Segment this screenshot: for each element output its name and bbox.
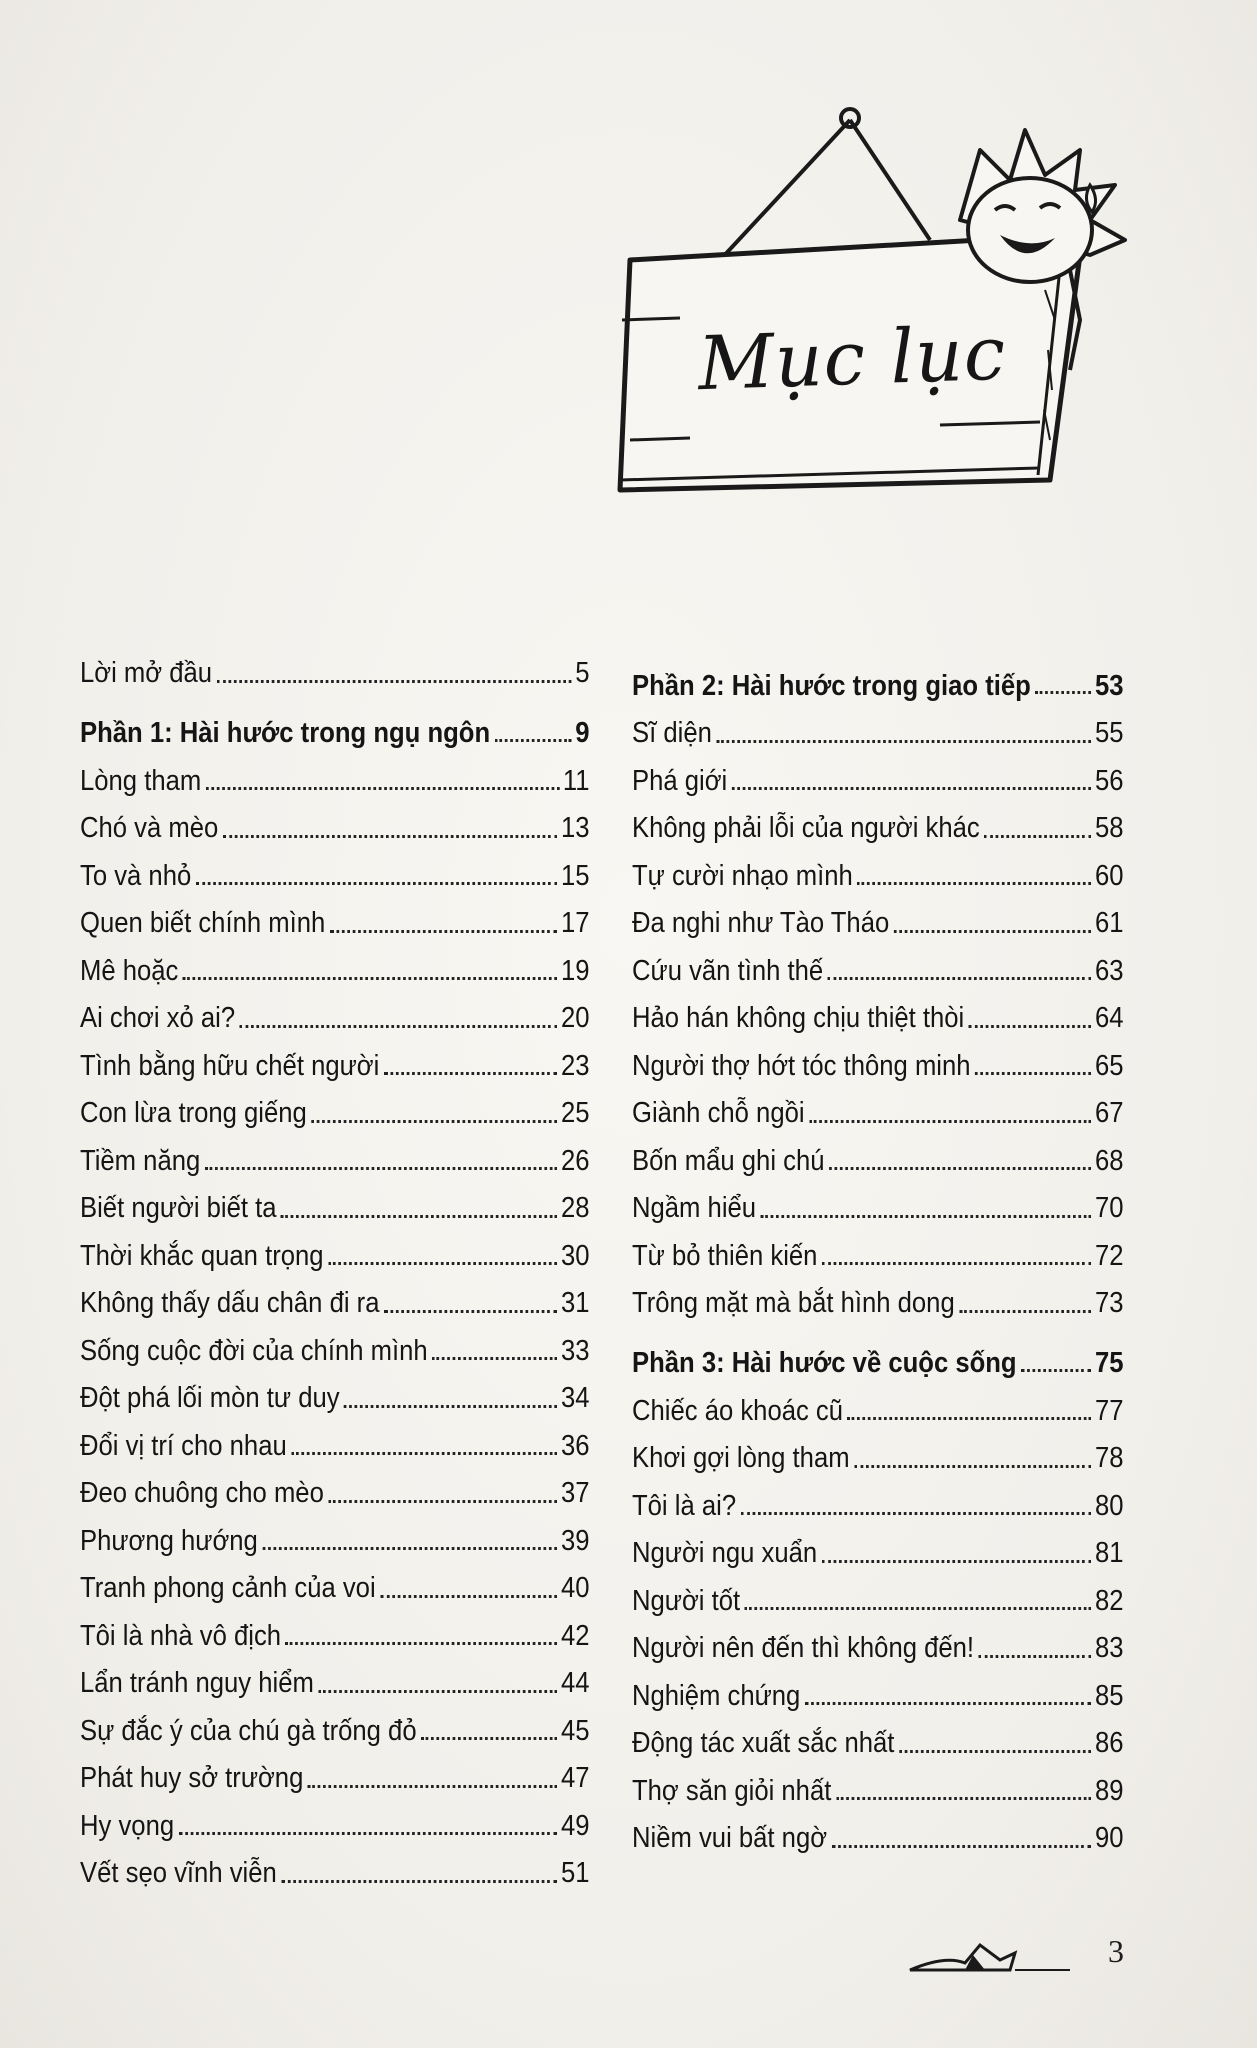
toc-left-column (80, 640, 590, 1888)
toc-entry (632, 890, 1123, 938)
toc-entry (80, 795, 589, 843)
toc-entry-page: 20 (560, 1002, 590, 1034)
toc-entry-page: 65 (1094, 1049, 1124, 1082)
dot-leader (384, 1310, 557, 1313)
toc-entry (632, 1223, 1123, 1271)
toc-entry-page: 40 (560, 1572, 590, 1604)
toc-entry-title: Đa nghi như Tào Tháo (632, 907, 890, 939)
toc-entry (80, 1745, 589, 1793)
toc-entry-page: 9 (575, 717, 590, 749)
dot-leader (223, 835, 558, 838)
dot-leader (1035, 691, 1091, 694)
toc-entry-page: 75 (1094, 1347, 1124, 1379)
toc-entry-page: 83 (1094, 1632, 1124, 1664)
dot-leader (1021, 1369, 1091, 1372)
dot-leader (848, 1417, 1092, 1420)
toc-entry-page: 73 (1094, 1287, 1124, 1319)
dot-leader (975, 1072, 1091, 1075)
toc-entry-title: To và nhỏ (80, 859, 192, 892)
toc-entry-title: Sĩ diện (632, 717, 712, 749)
toc-entry (80, 640, 589, 688)
page-title: Mục lục (696, 310, 1008, 408)
toc-entry-page: 15 (560, 859, 590, 892)
toc-entry (80, 1223, 589, 1271)
toc-entry (632, 1080, 1123, 1128)
toc-entry-title: Động tác xuất sắc nhất (632, 1727, 895, 1759)
dot-leader (183, 977, 557, 980)
dot-leader (822, 1560, 1092, 1563)
toc-entry (632, 1033, 1123, 1081)
toc-entry-title: Phát huy sở trường (80, 1762, 304, 1794)
dot-leader (308, 1785, 558, 1788)
toc-entry-page: 58 (1094, 812, 1124, 844)
dot-leader (894, 930, 1092, 933)
toc-entry-page: 67 (1094, 1097, 1124, 1129)
dot-leader (421, 1737, 557, 1740)
dot-leader (805, 1702, 1092, 1705)
toc-entry-page: 26 (560, 1144, 590, 1177)
toc-entry-title: Biết người biết ta (80, 1192, 277, 1224)
toc-entry (632, 1710, 1123, 1758)
toc-entry-title: Người tốt (632, 1584, 741, 1617)
toc-entry (632, 1425, 1123, 1473)
toc-entry (80, 1318, 589, 1366)
toc-entry-page: 90 (1094, 1822, 1124, 1854)
toc-entry-title: Chiếc áo khoác cũ (632, 1394, 844, 1427)
toc-entry-title: Niềm vui bất ngờ (632, 1822, 828, 1854)
toc-entry-page: 60 (1094, 859, 1124, 892)
toc-entry-page: 47 (560, 1762, 590, 1794)
toc-entry-page: 34 (560, 1382, 590, 1414)
toc-entry-title: Lẩn tránh nguy hiểm (80, 1667, 314, 1699)
toc-entry-page: 13 (560, 812, 590, 844)
toc-entry (80, 748, 589, 796)
toc-entry (632, 1520, 1123, 1568)
toc-entry-page: 63 (1094, 954, 1124, 987)
toc-entry-title: Tôi là ai? (632, 1489, 737, 1522)
toc-entry-title: Đeo chuông cho mèo (80, 1477, 324, 1509)
toc-entry-page: 70 (1094, 1192, 1124, 1224)
dot-leader (318, 1690, 557, 1693)
dot-leader (716, 740, 1091, 743)
dot-leader (832, 1845, 1092, 1848)
dot-leader (205, 1167, 558, 1170)
toc-entry-title: Phần 1: Hài hước trong ngụ ngôn (80, 717, 491, 749)
dot-leader (196, 882, 558, 885)
toc-entry-page: 64 (1094, 1002, 1124, 1034)
toc-entry-title: Thời khắc quan trọng (80, 1239, 324, 1272)
dot-leader (328, 1500, 557, 1503)
toc-entry-title: Phần 2: Hài hước trong giao tiếp (632, 669, 1031, 702)
toc-entry-page: 49 (560, 1809, 590, 1842)
dot-leader (384, 1072, 558, 1075)
toc-entry-page: 44 (560, 1667, 590, 1699)
toc-entry-title: Mê hoặc (80, 954, 179, 987)
toc-entry-title: Ai chơi xỏ ai? (80, 1002, 236, 1034)
dot-leader (761, 1215, 1092, 1218)
toc-entry-title: Bốn mẩu ghi chú (632, 1144, 825, 1177)
toc-right-column (632, 640, 1124, 1853)
toc-entry-page: 78 (1094, 1442, 1124, 1474)
toc-entry-title: Tranh phong cảnh của voi (80, 1572, 376, 1604)
toc-entry-page: 53 (1094, 669, 1124, 702)
toc-entry-title: Vết sẹo vĩnh viễn (80, 1857, 277, 1889)
toc-section-heading (632, 1318, 1123, 1378)
dot-leader (330, 930, 558, 933)
hanging-sign-illustration (600, 90, 1160, 530)
toc-entry-page: 23 (560, 1049, 590, 1082)
toc-entry-page: 30 (560, 1239, 590, 1272)
toc-entry (80, 1508, 589, 1556)
toc-entry (632, 795, 1123, 843)
toc-entry-title: Người thợ hớt tóc thông minh (632, 1049, 971, 1082)
toc-entry-page: 37 (560, 1477, 590, 1509)
toc-entry-page: 28 (560, 1192, 590, 1224)
dot-leader (281, 1215, 557, 1218)
toc-entry-title: Phần 3: Hài hước về cuộc sống (632, 1347, 1017, 1379)
toc-entry-title: Cứu vãn tình thế (632, 954, 824, 987)
dot-leader (969, 1025, 1092, 1028)
toc-entry-page: 45 (560, 1714, 590, 1747)
toc-section-heading (80, 688, 589, 748)
toc-entry (80, 1413, 589, 1461)
toc-entry (80, 843, 589, 891)
toc-entry-title: Sự đắc ý của chú gà trống đỏ (80, 1714, 417, 1747)
toc-entry (632, 1805, 1123, 1853)
toc-entry-title: Hy vọng (80, 1809, 175, 1842)
dot-leader (281, 1880, 557, 1883)
dot-leader (262, 1547, 557, 1550)
toc-entry-page: 19 (560, 954, 590, 987)
toc-entry-title: Tôi là nhà vô địch (80, 1619, 282, 1652)
toc-entry (632, 1473, 1123, 1521)
toc-entry-page: 11 (562, 764, 590, 797)
toc-entry (80, 938, 589, 986)
toc-entry-page: 68 (1094, 1144, 1124, 1177)
toc-entry-title: Giành chỗ ngồi (632, 1097, 805, 1129)
toc-entry-title: Khơi gợi lòng tham (632, 1442, 850, 1474)
toc-entry (632, 938, 1123, 986)
dot-leader (286, 1642, 558, 1645)
toc-entry-page: 86 (1094, 1727, 1124, 1759)
dot-leader (857, 882, 1091, 885)
toc-entry (80, 1080, 589, 1128)
toc-entry (80, 1793, 589, 1841)
toc-entry-title: Tình bằng hữu chết người (80, 1049, 380, 1082)
toc-entry (632, 1270, 1123, 1318)
dot-leader (432, 1357, 557, 1360)
toc-entry-title: Không phải lỗi của người khác (632, 812, 980, 844)
toc-entry-page: 31 (560, 1287, 590, 1319)
toc-entry (80, 1840, 589, 1888)
dot-leader (836, 1797, 1092, 1800)
dot-leader (745, 1607, 1092, 1610)
toc-entry-title: Thợ săn giỏi nhất (632, 1774, 832, 1807)
page-number: 3 (1108, 1933, 1124, 1969)
toc-entry-page: 81 (1094, 1537, 1124, 1569)
toc-entry-title: Lòng tham (80, 764, 202, 797)
toc-entry (80, 890, 589, 938)
toc-entry-page: 82 (1094, 1584, 1124, 1617)
dot-leader (732, 787, 1092, 790)
dot-leader (328, 1262, 557, 1265)
toc-entry (632, 1378, 1123, 1426)
toc-entry (632, 1128, 1123, 1176)
toc-entry-page: 36 (560, 1429, 590, 1462)
dot-leader (829, 1167, 1091, 1170)
toc-entry (632, 1663, 1123, 1711)
toc-entry-page: 5 (575, 657, 590, 689)
toc-entry-page: 72 (1094, 1239, 1124, 1272)
toc-entry (80, 1460, 589, 1508)
toc-entry-page: 85 (1094, 1679, 1124, 1712)
dot-leader (979, 1655, 1092, 1658)
toc-entry-page: 51 (560, 1857, 590, 1889)
toc-entry (632, 1758, 1123, 1806)
toc-entry (632, 1615, 1123, 1663)
toc-entry-page: 61 (1094, 907, 1124, 939)
toc-entry (80, 1128, 589, 1176)
toc-entry (80, 1603, 589, 1651)
toc-entry (632, 1175, 1123, 1223)
toc-entry-title: Lời mở đầu (80, 657, 213, 689)
toc-entry (632, 1568, 1123, 1616)
toc-entry (80, 1650, 589, 1698)
toc-entry-title: Ngầm hiểu (632, 1192, 757, 1224)
toc-entry (80, 1555, 589, 1603)
dot-leader (854, 1465, 1091, 1468)
toc-entry-page: 77 (1094, 1394, 1124, 1427)
dot-leader (217, 680, 572, 683)
toc-entry (80, 1698, 589, 1746)
toc-entry-title: Người ngu xuẩn (632, 1537, 818, 1569)
toc-entry-title: Đột phá lối mòn tư duy (80, 1382, 340, 1414)
footer-doodle-icon (905, 1925, 1075, 1985)
toc-entry (632, 748, 1123, 796)
toc-entry (80, 1270, 589, 1318)
toc-entry (632, 985, 1123, 1033)
dot-leader (240, 1025, 558, 1028)
dot-leader (179, 1832, 558, 1835)
dot-leader (344, 1405, 557, 1408)
dot-leader (959, 1310, 1091, 1313)
toc-entry (80, 1175, 589, 1223)
toc-entry (80, 1033, 589, 1081)
toc-entry-title: Sống cuộc đời của chính mình (80, 1334, 428, 1367)
toc-entry-title: Tiềm năng (80, 1144, 201, 1177)
toc-entry-title: Con lừa trong giếng (80, 1097, 307, 1129)
toc-entry-page: 33 (560, 1334, 590, 1367)
dot-leader (206, 787, 560, 790)
toc-entry-title: Người nên đến thì không đến! (632, 1632, 975, 1664)
toc-entry-title: Trông mặt mà bắt hình dong (632, 1287, 955, 1319)
dot-leader (291, 1452, 557, 1455)
dot-leader (380, 1595, 557, 1598)
dot-leader (741, 1512, 1092, 1515)
toc-entry-page: 17 (560, 907, 590, 939)
toc-entry-title: Nghiệm chứng (632, 1679, 801, 1712)
toc-entry-title: Không thấy dấu chân đi ra (80, 1287, 380, 1319)
toc-entry-title: Hảo hán không chịu thiệt thòi (632, 1002, 965, 1034)
dot-leader (899, 1750, 1092, 1753)
toc-entry-page: 42 (560, 1619, 590, 1652)
dot-leader (311, 1120, 557, 1123)
toc-entry-page: 55 (1094, 717, 1124, 749)
dot-leader (809, 1120, 1091, 1123)
dot-leader (828, 977, 1092, 980)
toc-entry-title: Chó và mèo (80, 812, 219, 844)
toc-entry (80, 985, 589, 1033)
toc-entry-page: 39 (560, 1524, 590, 1557)
toc-entry-title: Đổi vị trí cho nhau (80, 1429, 287, 1462)
toc-entry-title: Phá giới (632, 764, 728, 797)
toc-entry (632, 700, 1123, 748)
dot-leader (495, 739, 572, 742)
toc-entry-page: 25 (560, 1097, 590, 1129)
toc-entry-title: Phương hướng (80, 1524, 258, 1557)
toc-entry-page: 89 (1094, 1774, 1124, 1807)
toc-entry-page: 80 (1094, 1489, 1124, 1522)
dot-leader (984, 835, 1091, 838)
toc-entry-title: Từ bỏ thiên kiến (632, 1239, 818, 1272)
toc-entry (80, 1365, 589, 1413)
toc-entry-title: Tự cười nhạo mình (632, 859, 853, 892)
toc-entry (632, 843, 1123, 891)
toc-entry-title: Quen biết chính mình (80, 907, 326, 939)
toc-entry-page: 56 (1094, 764, 1124, 797)
dot-leader (822, 1262, 1091, 1265)
toc-section-heading (632, 640, 1123, 700)
